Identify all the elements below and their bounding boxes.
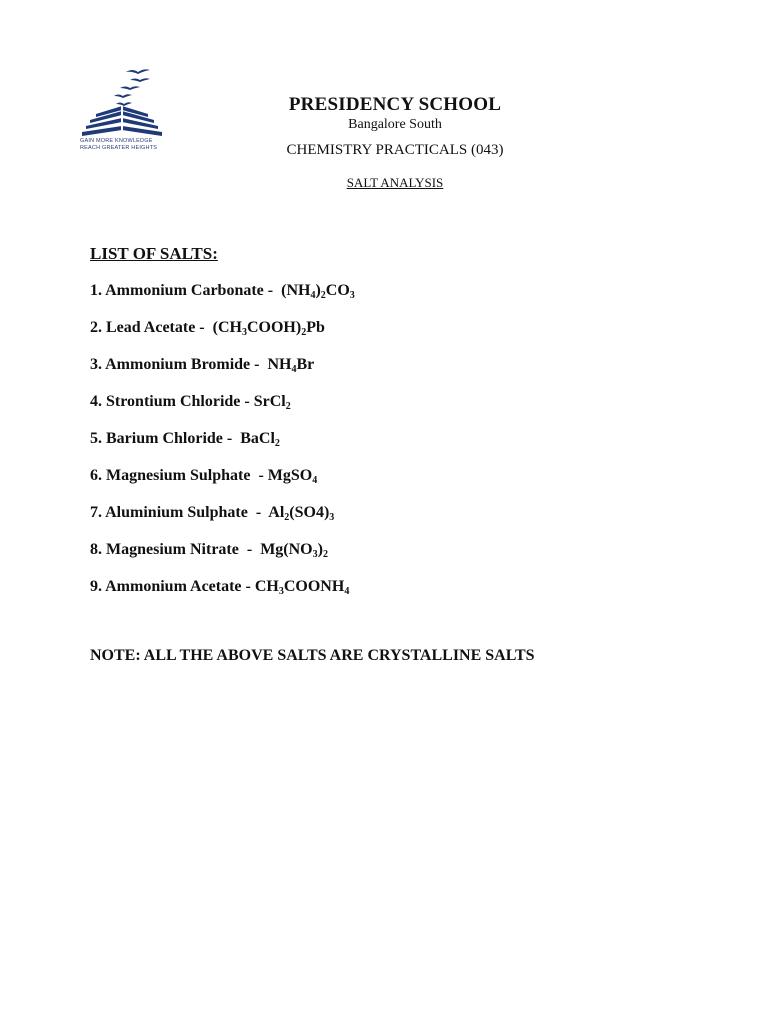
salt-formula: $Mg(NO_3)_2$ bbox=[260, 541, 328, 560]
salt-name: 2. Lead Acetate - bbox=[90, 319, 213, 336]
salt-formula: $Al_2(SO4)_3$ bbox=[268, 504, 335, 523]
salt-name: 9. Ammonium Acetate - bbox=[90, 578, 255, 595]
salt-formula: $(CH_3COOH)_2Pb$ bbox=[212, 319, 325, 338]
salt-item bbox=[90, 576, 710, 613]
salt-name: 3. Ammonium Bromide - bbox=[90, 356, 268, 373]
salt-formula: $CH_3COONH_4$ bbox=[254, 578, 350, 597]
note-text: NOTE: ALL THE ABOVE SALTS ARE CRYSTALLINE SALTS bbox=[90, 647, 535, 664]
salt-name: 8. Magnesium Nitrate - bbox=[90, 541, 261, 558]
salt-item bbox=[90, 428, 710, 465]
salt-name: 5. Barium Chloride - bbox=[90, 430, 241, 447]
salt-formula: $(NH_4)_2CO_3$ bbox=[281, 282, 355, 301]
salt-item bbox=[90, 354, 710, 391]
salt-list-section bbox=[90, 243, 710, 613]
salt-name: 7. Aluminium Sulphate - bbox=[90, 504, 269, 521]
section-title: SALT ANALYSIS bbox=[346, 175, 444, 190]
salt-item bbox=[90, 465, 710, 502]
school-name: PRESIDENCY SCHOOL bbox=[288, 94, 502, 115]
salt-formula: SrCl$_2$ bbox=[253, 393, 291, 412]
salt-item bbox=[90, 502, 710, 539]
salt-list bbox=[90, 280, 710, 613]
salt-formula: BaCl$_2$ bbox=[240, 430, 280, 449]
salt-item bbox=[90, 280, 710, 317]
salt-item bbox=[90, 539, 710, 576]
salt-formula: $NH_4Br$ bbox=[267, 356, 315, 375]
salt-name: 6. Magnesium Sulphate - bbox=[90, 467, 268, 484]
salt-name: 1. Ammonium Carbonate - bbox=[90, 282, 282, 299]
subject-title: CHEMISTRY PRACTICALS (043) bbox=[286, 142, 504, 158]
school-location: Bangalore South bbox=[348, 117, 442, 132]
salt-formula: MgSO$_4$ bbox=[267, 467, 318, 486]
list-heading: LIST OF SALTS: bbox=[90, 244, 218, 263]
logo-tagline-line1: GAIN MORE KNOWLEDGE bbox=[80, 138, 153, 144]
salt-name: 4. Strontium Chloride - bbox=[90, 393, 254, 410]
salt-item bbox=[90, 391, 710, 428]
salt-item bbox=[90, 317, 710, 354]
logo-tagline-line2: REACH GREATER HEIGHTS bbox=[80, 145, 158, 151]
